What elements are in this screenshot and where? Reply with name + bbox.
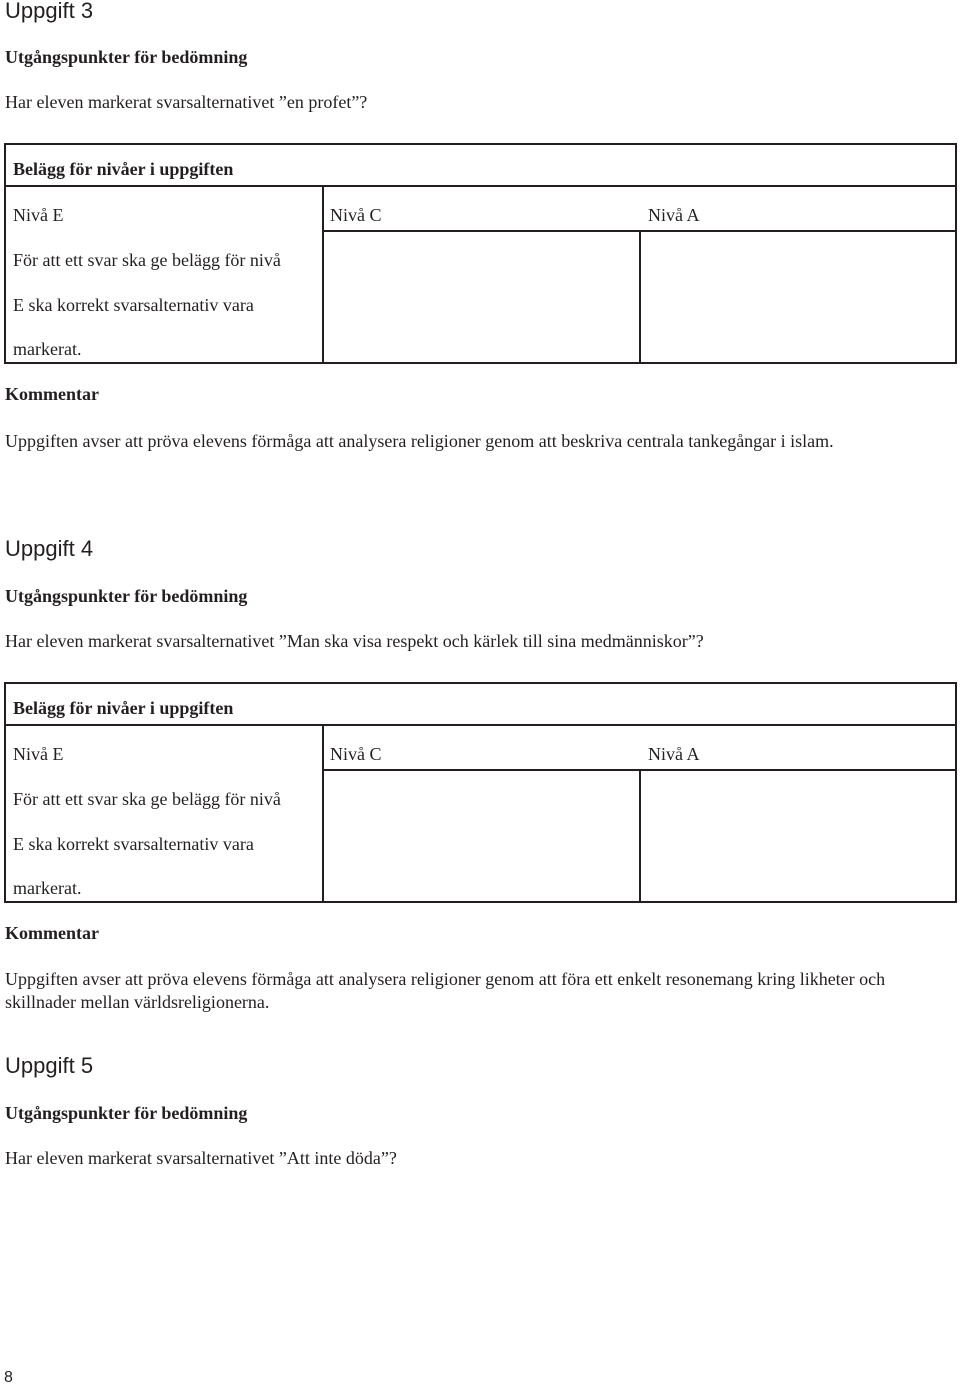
level-a-label: Nivå A	[648, 205, 700, 225]
levels-table-header	[6, 684, 955, 726]
comment-text: Uppgiften avser att pröva elevens förmåga att analysera religioner genom att beskriva centrala tankegångar i islam.	[5, 431, 834, 451]
level-e-criterion-line: markerat.	[13, 339, 82, 359]
comment-text: Uppgiften avser att pröva elevens förmåga att analysera religioner genom att föra ett enkelt resonemang kring likheter och skillnader mellan världsreligionerna.	[5, 969, 886, 1012]
table-divider	[322, 185, 324, 362]
question-text: Har eleven markerat svarsalternativet ”en profet”?	[5, 92, 368, 112]
levels-table	[4, 143, 957, 364]
level-e-criterion-line: För att ett svar ska ge belägg för nivå	[13, 789, 281, 809]
criteria-heading: Utgångspunkter för bedömning	[5, 1103, 248, 1123]
comment-heading: Kommentar	[5, 923, 99, 943]
page-number: 8	[4, 1369, 13, 1386]
level-c-label: Nivå C	[330, 205, 382, 225]
level-e-label: Nivå E	[13, 744, 64, 764]
level-e-criterion-line: markerat.	[13, 878, 82, 898]
table-divider	[639, 230, 641, 362]
task-heading: Uppgift 5	[5, 1053, 94, 1078]
question-text: Har eleven markerat svarsalternativet ”Att inte döda”?	[5, 1148, 397, 1168]
level-e-criterion-line: För att ett svar ska ge belägg för nivå	[13, 250, 281, 270]
question-text: Har eleven markerat svarsalternativet ”Man ska visa respekt och kärlek till sina medmänniskor”?	[5, 631, 704, 651]
criteria-heading: Utgångspunkter för bedömning	[5, 586, 248, 606]
levels-heading: Belägg för nivåer i uppgiften	[13, 159, 234, 179]
table-divider	[639, 769, 641, 901]
level-e-label: Nivå E	[13, 205, 64, 225]
level-a-label: Nivå A	[648, 744, 700, 764]
levels-table-header	[6, 145, 955, 187]
criteria-heading: Utgångspunkter för bedömning	[5, 47, 248, 67]
level-e-criterion-line: E ska korrekt svarsalternativ vara	[13, 295, 254, 315]
comment-heading: Kommentar	[5, 384, 99, 404]
table-divider	[322, 724, 324, 901]
task-heading: Uppgift 3	[5, 0, 94, 23]
task-heading: Uppgift 4	[5, 536, 94, 561]
level-c-label: Nivå C	[330, 744, 382, 764]
levels-heading: Belägg för nivåer i uppgiften	[13, 698, 234, 718]
level-e-criterion-line: E ska korrekt svarsalternativ vara	[13, 834, 254, 854]
levels-table	[4, 682, 957, 903]
